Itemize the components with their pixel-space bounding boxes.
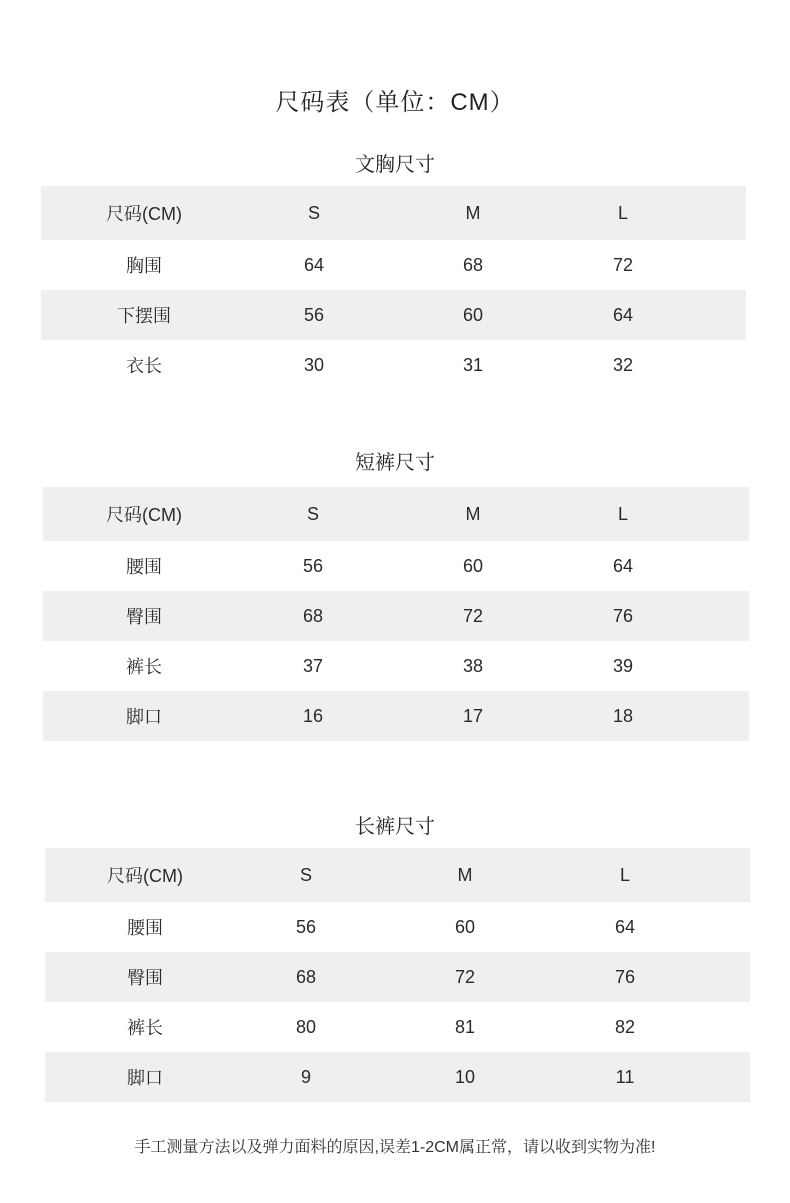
table-cell: 16: [302, 705, 324, 726]
row-label: 脚口: [127, 1068, 163, 1088]
table-cell: 56: [302, 555, 324, 576]
header-cell: 尺码(CM): [107, 866, 183, 886]
table-cell: 17: [462, 705, 484, 726]
header-cell: S: [307, 202, 321, 223]
table-row: [43, 591, 749, 641]
table-cell: 64: [303, 254, 325, 275]
table-cell: 37: [302, 655, 324, 676]
section-title-pants: 长裤尺寸: [355, 816, 435, 838]
footer-note: 手工测量方法以及弹力面料的原因,误差1-2CM属正常，请以收到实物为准!: [134, 1139, 656, 1156]
table-row: [43, 641, 749, 691]
row-label: 裤长: [126, 657, 162, 677]
size-table-shorts: [43, 487, 749, 741]
table-header-row: [45, 848, 750, 902]
size-table-bra: [41, 186, 746, 390]
table-cell: 56: [303, 304, 325, 325]
row-label: 胸围: [126, 256, 162, 276]
header-cell: M: [465, 503, 481, 524]
table-cell: 31: [462, 354, 484, 375]
section-title-bra: 文胸尺寸: [355, 154, 435, 176]
header-cell: M: [457, 864, 473, 885]
row-label: 臀围: [126, 607, 162, 627]
row-label: 下摆围: [117, 306, 171, 326]
header-cell: L: [617, 503, 629, 524]
table-cell: 64: [612, 555, 634, 576]
size-table-pants: [45, 848, 750, 1102]
row-label: 脚口: [126, 707, 162, 727]
table-row: [45, 1002, 750, 1052]
table-row: [45, 952, 750, 1002]
header-cell: S: [299, 864, 313, 885]
table-cell: 82: [614, 1016, 636, 1037]
header-cell: L: [617, 202, 629, 223]
table-cell: 76: [614, 966, 636, 987]
table-cell: 72: [454, 966, 476, 987]
header-cell: M: [465, 202, 481, 223]
table-row: [41, 290, 746, 340]
row-label: 衣长: [126, 356, 162, 376]
table-header-row: [43, 487, 749, 541]
table-cell: 68: [295, 966, 317, 987]
table-cell: 32: [612, 354, 634, 375]
table-row: [45, 1052, 750, 1102]
table-cell: 30: [303, 354, 325, 375]
header-cell: 尺码(CM): [106, 204, 182, 224]
table-cell: 72: [462, 605, 484, 626]
table-cell: 56: [295, 916, 317, 937]
table-cell: 80: [295, 1016, 317, 1037]
table-cell: 64: [614, 916, 636, 937]
row-label: 腰围: [127, 918, 163, 938]
table-cell: 68: [302, 605, 324, 626]
table-row: [41, 240, 746, 290]
table-cell: 60: [462, 304, 484, 325]
table-cell: 72: [612, 254, 634, 275]
table-cell: 38: [462, 655, 484, 676]
section-title-shorts: 短裤尺寸: [355, 452, 435, 474]
table-cell: 10: [454, 1066, 476, 1087]
table-cell: 76: [612, 605, 634, 626]
table-cell: 81: [454, 1016, 476, 1037]
table-row: [43, 691, 749, 741]
row-label: 裤长: [127, 1018, 163, 1038]
table-cell: 60: [462, 555, 484, 576]
row-label: 臀围: [127, 968, 163, 988]
table-row: [41, 340, 746, 390]
table-header-row: [41, 186, 746, 240]
table-cell: 9: [300, 1066, 312, 1087]
header-cell: S: [306, 503, 320, 524]
row-label: 腰围: [126, 557, 162, 577]
table-cell: 39: [612, 655, 634, 676]
table-cell: 18: [612, 705, 634, 726]
table-cell: 64: [612, 304, 634, 325]
table-row: [45, 902, 750, 952]
table-cell: 11: [615, 1066, 635, 1087]
table-row: [43, 541, 749, 591]
header-cell: 尺码(CM): [106, 505, 182, 525]
table-cell: 60: [454, 916, 476, 937]
table-cell: 68: [462, 254, 484, 275]
page-title: 尺码表（单位：CM）: [275, 89, 515, 116]
header-cell: L: [619, 864, 631, 885]
